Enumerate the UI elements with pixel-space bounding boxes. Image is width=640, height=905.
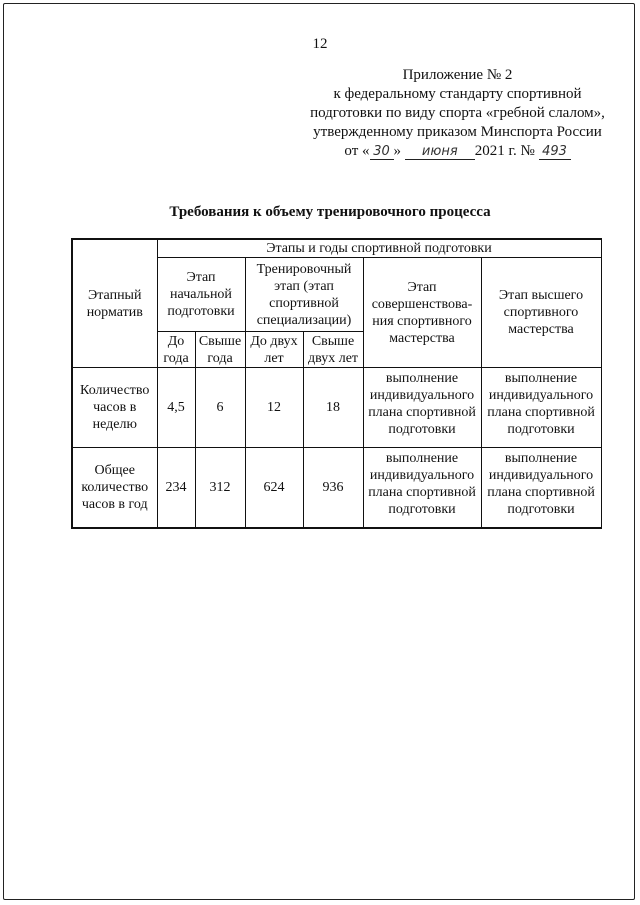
group-header: Этапы и годы спортивной подготовки (266, 241, 492, 256)
value-cell (195, 448, 245, 528)
appendix-line: подготовки по виду спорта «гребной слалом», (310, 105, 605, 121)
sub-header-cell (245, 332, 303, 368)
value: 624 (263, 479, 285, 495)
table-row (72, 368, 601, 448)
value-cell (245, 448, 303, 528)
page-number: 12 (312, 36, 328, 52)
corner-header-cell (72, 239, 157, 368)
value-cell (303, 448, 363, 528)
value: 6 (216, 400, 224, 415)
value: 18 (326, 400, 340, 415)
date-day: 30 (370, 144, 394, 160)
row-label: Общее количество часов в год (81, 462, 149, 512)
value-cell (303, 368, 363, 448)
table-row (72, 448, 601, 528)
value: 936 (322, 479, 344, 495)
improvement-cell (363, 368, 481, 448)
stage-header: Этап совершенствова-ния спортивного мастерства (371, 279, 473, 346)
sub-header: Свыше двух лет (307, 333, 359, 366)
improvement-text: выполнение индивидуального плана спортивной подготовки (368, 371, 476, 437)
corner-header: Этапный норматив (86, 287, 143, 320)
date-month: июня (405, 144, 475, 160)
stage-header-cell (157, 258, 245, 332)
value-cell (195, 368, 245, 448)
row-label-cell (72, 448, 157, 528)
value: 12 (267, 400, 281, 415)
value-cell (245, 368, 303, 448)
sub-header-cell (157, 332, 195, 368)
value-cell (157, 368, 195, 448)
appendix-title: Приложение № 2 (402, 67, 513, 83)
order-number: 493 (539, 144, 571, 160)
sub-header-cell (195, 332, 245, 368)
stage-header-cell (363, 258, 481, 368)
approval-date-line (290, 142, 625, 161)
date-prefix: от « (344, 143, 370, 159)
value-cell (157, 448, 195, 528)
sub-header: До двух лет (250, 333, 298, 366)
improvement-text: выполнение индивидуального плана спортивной подготовки (368, 451, 476, 517)
value: 4,5 (167, 400, 185, 415)
sub-header: До года (163, 333, 189, 366)
stage-header: Этап высшего спортивного мастерства (498, 288, 584, 337)
higher-text: выполнение индивидуального плана спортивной подготовки (487, 451, 595, 517)
appendix-line: к федеральному стандарту спортивной (333, 86, 582, 102)
value: 234 (165, 479, 187, 495)
requirements-table (71, 238, 602, 529)
improvement-cell (363, 448, 481, 528)
row-label: Количество часов в неделю (80, 383, 150, 432)
higher-cell (481, 368, 601, 448)
date-mid: » (393, 143, 402, 159)
higher-cell (481, 448, 601, 528)
stage-header-cell (245, 258, 363, 332)
stage-header: Тренировочный этап (этап спортивной специализации) (256, 261, 352, 328)
group-header-cell (157, 239, 601, 258)
row-label-cell (72, 368, 157, 448)
appendix-line: утвержденному приказом Минспорта России (313, 124, 602, 140)
stage-header: Этап начальной подготовки (167, 270, 235, 319)
sub-header: Свыше года (198, 333, 242, 366)
value: 312 (209, 479, 231, 495)
page-title: Требования к объему тренировочного процесса (169, 204, 491, 220)
sub-header-cell (303, 332, 363, 368)
date-year: 2021 г. № (474, 143, 535, 159)
appendix-header (290, 66, 625, 161)
higher-text: выполнение индивидуального плана спортивной подготовки (487, 371, 595, 437)
stage-header-cell (481, 258, 601, 368)
